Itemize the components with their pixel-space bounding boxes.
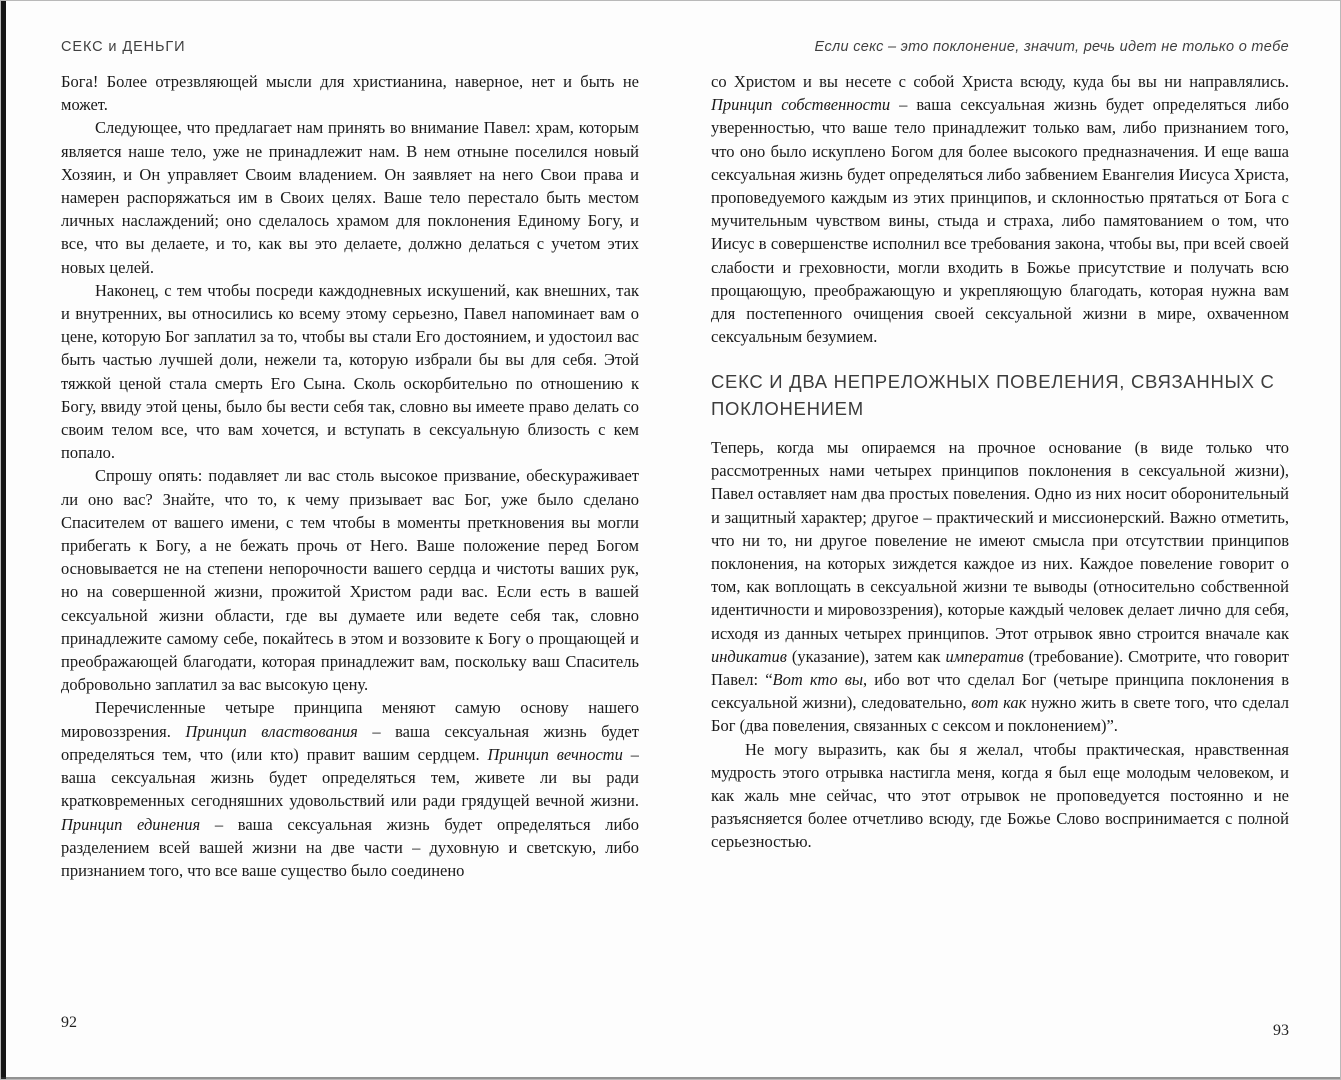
paragraph bbox=[711, 70, 1289, 348]
text-segment: Спрошу опять: подавляет ли вас столь высокое призвание, обескураживает ли оно вас? Знайте, что то, к чему призывает вас Бог, уже было сделано Спасителем от вашего имени, с тем чтобы в моменты преткновения вы могли прибегать к Богу, а не бежать прочь от Него. Ваше положение перед Богом основывается не на степени непорочности вашего сердца и чистоты ваших рук, но на совершенной жизни, прожитой Христом ради вас. Если есть в вашей сексуальной жизни области, где вы думаете или ведете себя так, словно принадлежите самому себе, покайтесь в этом и воззовите к Богу о прощающей и преображающей благодати, которая принадлежит вам, поскольку ваш Спаситель добровольно заплатил за вас высокую цену. bbox=[61, 466, 639, 695]
page-number-right: 93 bbox=[1273, 1022, 1289, 1039]
italic-text-segment: Вот кто вы bbox=[772, 670, 864, 689]
text-segment: – ваша сексуальная жизнь будет определяться либо разделением всей вашей жизни на две части – духовную и светскую, либо признанием того, что все ваше существо было соединено bbox=[61, 814, 639, 880]
text-segment: со Христом и вы несете с собой Христа всюду, куда бы вы ни направлялись. bbox=[711, 72, 1289, 91]
page-bottom-edge bbox=[1, 1077, 1340, 1079]
text-segment: – ваша сексуальная жизнь будет определяться тем, что (или кто) правит вашим сердцем. bbox=[61, 721, 639, 764]
paragraph bbox=[711, 738, 1289, 854]
running-head-left: СЕКС и ДЕНЬГИ bbox=[61, 39, 186, 55]
paragraph bbox=[61, 116, 639, 278]
text-segment: , ибо вот что сделал Бог (четыре принципа поклонения в сексуальной жизни), следовательно, bbox=[711, 670, 1289, 713]
paragraph bbox=[61, 279, 639, 465]
italic-text-segment: Принцип собственности bbox=[711, 95, 891, 115]
text-segment: (указание), затем как bbox=[786, 646, 946, 666]
text-segment: Не могу выразить, как бы я желал, чтобы практическая, нравственная мудрость этого отрывка настигла меня, когда я был еще молодым человеком, и как жаль мне сейчас, что этот отрывок не проповедуется постоянно и не разъясняется более отчетливо всюду, где Божье Слово воспринимается с полной серьезностью. bbox=[711, 739, 1289, 852]
paragraph bbox=[61, 464, 639, 696]
italic-text-segment: Принцип властвования bbox=[185, 721, 358, 741]
italic-text-segment: индикатив bbox=[711, 646, 787, 666]
text-segment: Перечисленные четыре принципа меняют самую основу нашего мировоззрения. bbox=[61, 698, 639, 741]
text-segment: Бога! Более отрезвляющей мысли для христианина, наверное, нет и быть не может. bbox=[61, 72, 639, 115]
page-left-body bbox=[61, 70, 639, 882]
italic-text-segment: вот как bbox=[971, 693, 1027, 713]
section-heading: СЕКС И ДВА НЕПРЕЛОЖНЫХ ПОВЕЛЕНИЯ, СВЯЗАННЫХ С ПОКЛОНЕНИЕМ bbox=[711, 371, 1275, 419]
italic-text-segment: Принцип вечности bbox=[487, 744, 623, 764]
page-number-left: 92 bbox=[61, 1014, 77, 1031]
page-right bbox=[711, 39, 1289, 854]
paragraph bbox=[61, 70, 639, 116]
text-segment: Теперь, когда мы опираемся на прочное основание (в виде только что рассмотренных нами четырех принципов поклонения в сексуальной жизни), Павел оставляет нам два простых повеления. Одно из них носит оборонительный и защитный характер; другое – практический и миссионерский. Важно отметить, что ни то, ни другое повеление не имеют смысла при отсутствии принципов поклонения, на которых зиждется каждое из них. Каждое повеление говорит о том, как воплощать в сексуальной жизни те выводы (относительно собственной идентичности и мировоззрения), которые каждый человек делает лично для себя, исходя из данных четырех принципов. Этот отрывок явно строится вначале как bbox=[711, 437, 1289, 643]
text-segment: (требование). Смотрите, что говорит Павел: “ bbox=[711, 646, 1289, 689]
page-edge-line bbox=[1, 1, 6, 1079]
italic-text-segment: императив bbox=[945, 646, 1024, 666]
italic-text-segment: Принцип единения bbox=[61, 814, 201, 834]
paragraph bbox=[61, 696, 639, 882]
paragraph bbox=[711, 436, 1289, 738]
text-segment: – ваша сексуальная жизнь будет определяться тем, живете ли вы ради кратковременных сегодняшних удовольствий или ради грядущей вечной жизни. bbox=[61, 744, 639, 811]
text-segment: Наконец, с тем чтобы посреди каждодневных искушений, как внешних, так и внутренних, вы относились ко всему этому серьезно, Павел напоминает вам о цене, которую Бог заплатил за то, чтобы вы стали Его достоянием, и удостоил вас быть частью лучшей доли, нежели та, которую избрали бы вы для себя. Этой тяжкой ценой стала смерть Его Сына. Сколь оскорбительно по отношению к Богу, ввиду этой цены, было бы вести себя так, словно вы имеете право делать со своим телом все, что вам хочется, и вступать в сексуальную близость с кем попало. bbox=[61, 280, 639, 463]
text-segment: нужно жить в свете того, что сделал Бог (два повеления, связанных с сексом и поклонением)”. bbox=[711, 693, 1289, 736]
page-right-body bbox=[711, 70, 1289, 854]
page-left bbox=[61, 39, 639, 882]
text-segment: Следующее, что предлагает нам принять во внимание Павел: храм, которым является наше тело, уже не принадлежит нам. В нем отныне поселился новый Хозяин, и Он управляет Своим владением. Он заявляет на него Свои права и намерен распоряжаться им в Своих целях. Ваше тело перестало быть местом личных наслаждений; оно сделалось храмом для поклонения Единому Богу, и все, что вы делаете, и то, как вы это делаете, должно делаться с учетом этих новых целей. bbox=[61, 118, 639, 277]
running-head-right: Если секс – это поклонение, значит, речь идет не только о тебе bbox=[814, 39, 1289, 55]
text-segment: – ваша сексуальная жизнь будет определяться либо уверенностью, что ваше тело принадлежит только вам, либо признанием того, что оно было искуплено Богом для более высокого предназначения. И еще ваша сексуальная жизнь будет определяться либо забвением Евангелия Иисуса Христа, проповедуемого каждым из этих принципов, и склонностью прятаться от Бога с мучительным чувством вины, стыда и страха, либо памятованием о том, что Иисус в совершенстве исполнил все требования закона, чтобы вы, при всей своей слабости и греховности, могли входить в Божье присутствие и получать всю прощающую, преображающую и укрепляющую благодать, которая нужна вам для постепенного очищения своей сексуальной жизни в мире, охваченном сексуальным безумием. bbox=[711, 95, 1289, 347]
